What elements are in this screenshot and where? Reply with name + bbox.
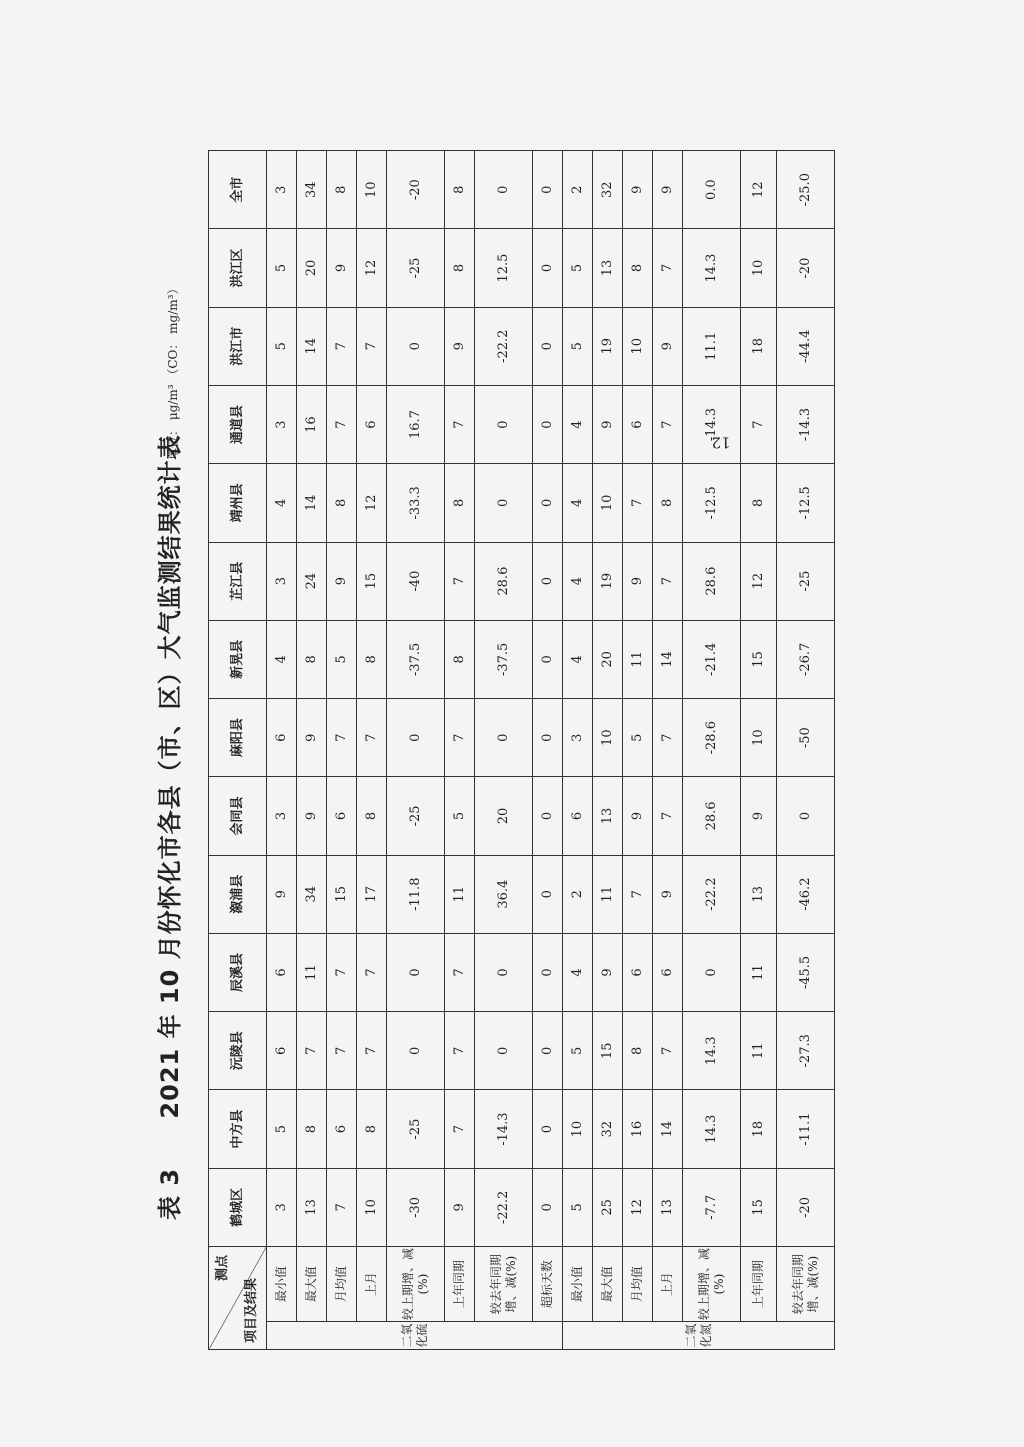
data-cell: 7	[327, 1168, 357, 1246]
data-cell: 10	[593, 464, 623, 542]
data-cell: 12	[623, 1168, 653, 1246]
data-cell: -14.3	[475, 1090, 533, 1168]
group-label: 二氧化氮	[563, 1322, 835, 1350]
data-cell: 5	[445, 777, 475, 855]
data-cell: 6	[563, 777, 593, 855]
data-cell: 12	[357, 464, 387, 542]
data-cell: -14.3	[683, 385, 741, 463]
data-cell: 7	[357, 933, 387, 1011]
data-cell: -25	[387, 777, 445, 855]
data-cell: 7	[623, 464, 653, 542]
data-cell: 5	[267, 1090, 297, 1168]
data-cell: 7	[653, 699, 683, 777]
data-cell: 0	[533, 229, 563, 307]
data-cell: 5	[563, 229, 593, 307]
data-cell: 10	[357, 151, 387, 229]
data-cell: -12.5	[777, 464, 835, 542]
data-cell: 0	[533, 385, 563, 463]
table-row	[475, 151, 533, 1350]
data-cell: 3	[563, 699, 593, 777]
data-cell: 14	[297, 464, 327, 542]
row-label: 最大值	[297, 1247, 327, 1322]
table-row	[533, 151, 563, 1350]
data-cell: 5	[623, 699, 653, 777]
row-label: 上年同期	[741, 1247, 777, 1322]
data-cell: 10	[593, 699, 623, 777]
data-cell: 7	[445, 1090, 475, 1168]
table-row	[741, 151, 777, 1350]
data-cell: 0	[533, 1168, 563, 1246]
column-header: 通道县	[209, 385, 267, 463]
data-cell: 12.5	[475, 229, 533, 307]
data-cell: 9	[653, 307, 683, 385]
data-cell: 8	[357, 620, 387, 698]
data-cell: -37.5	[387, 620, 445, 698]
column-header: 全市	[209, 151, 267, 229]
data-cell: 15	[593, 1012, 623, 1090]
column-header: 洪江市	[209, 307, 267, 385]
data-cell: 0	[475, 464, 533, 542]
table-row	[777, 151, 835, 1350]
data-cell: 9	[653, 151, 683, 229]
data-cell: 13	[741, 855, 777, 933]
data-cell: 16.7	[387, 385, 445, 463]
data-cell: 8	[741, 464, 777, 542]
data-cell: 9	[741, 777, 777, 855]
data-cell: 9	[593, 385, 623, 463]
data-cell: 8	[297, 1090, 327, 1168]
data-cell: 0	[387, 699, 445, 777]
data-cell: 4	[563, 464, 593, 542]
data-cell: 20	[593, 620, 623, 698]
data-cell: 9	[445, 307, 475, 385]
data-cell: 9	[327, 229, 357, 307]
data-cell: 20	[297, 229, 327, 307]
data-cell: 32	[593, 1090, 623, 1168]
data-cell: 7	[327, 307, 357, 385]
data-cell: -27.3	[777, 1012, 835, 1090]
data-cell: 36.4	[475, 855, 533, 933]
data-cell: 0	[475, 1012, 533, 1090]
data-cell: 0	[533, 933, 563, 1011]
table-row	[387, 151, 445, 1350]
data-cell: 16	[623, 1090, 653, 1168]
data-cell: -40	[387, 542, 445, 620]
data-cell: 14.3	[683, 1090, 741, 1168]
data-cell: 4	[563, 933, 593, 1011]
data-cell: -44.4	[777, 307, 835, 385]
data-cell: 34	[297, 855, 327, 933]
data-cell: -21.4	[683, 620, 741, 698]
data-cell: 13	[653, 1168, 683, 1246]
table-row	[297, 151, 327, 1350]
data-cell: 11	[741, 1012, 777, 1090]
row-label: 上月	[357, 1247, 387, 1322]
column-header: 溆浦县	[209, 855, 267, 933]
data-cell: 12	[741, 151, 777, 229]
column-header: 鹤城区	[209, 1168, 267, 1246]
data-cell: 3	[267, 151, 297, 229]
data-cell: 10	[623, 307, 653, 385]
data-cell: 7	[445, 542, 475, 620]
data-cell: 0	[475, 699, 533, 777]
data-cell: 4	[267, 464, 297, 542]
column-header: 中方县	[209, 1090, 267, 1168]
data-cell: 6	[267, 699, 297, 777]
data-cell: 8	[653, 464, 683, 542]
data-cell: 7	[327, 933, 357, 1011]
data-cell: 14	[653, 620, 683, 698]
data-cell: 7	[357, 699, 387, 777]
data-cell: 9	[267, 855, 297, 933]
data-cell: 4	[267, 620, 297, 698]
data-cell: 6	[267, 1012, 297, 1090]
data-cell: 8	[445, 620, 475, 698]
data-cell: -22.2	[475, 1168, 533, 1246]
data-cell: 7	[327, 1012, 357, 1090]
data-cell: 0	[533, 1012, 563, 1090]
column-header: 靖州县	[209, 464, 267, 542]
row-label: 上年同期	[445, 1247, 475, 1322]
data-cell: 9	[623, 151, 653, 229]
data-cell: 7	[623, 855, 653, 933]
data-cell: 6	[623, 933, 653, 1011]
data-cell: 28.6	[683, 777, 741, 855]
row-label: 较上期增、减(%)	[683, 1247, 741, 1322]
data-cell: 13	[593, 229, 623, 307]
data-cell: -45.5	[777, 933, 835, 1011]
data-cell: 5	[327, 620, 357, 698]
data-cell: 19	[593, 307, 623, 385]
table-row	[563, 151, 593, 1350]
data-cell: 8	[445, 229, 475, 307]
data-cell: 16	[297, 385, 327, 463]
data-cell: 4	[563, 385, 593, 463]
data-cell: 10	[741, 699, 777, 777]
column-header: 麻阳县	[209, 699, 267, 777]
data-cell: 3	[267, 385, 297, 463]
data-cell: -25.0	[777, 151, 835, 229]
data-cell: 0	[387, 307, 445, 385]
data-cell: 0	[533, 699, 563, 777]
data-cell: 14	[297, 307, 327, 385]
row-label: 最小值	[563, 1247, 593, 1322]
data-cell: -25	[387, 1090, 445, 1168]
data-cell: 20	[475, 777, 533, 855]
data-cell: 8	[445, 151, 475, 229]
table-row	[445, 151, 475, 1350]
data-cell: -14.3	[777, 385, 835, 463]
data-cell: 0	[475, 933, 533, 1011]
table-row	[623, 151, 653, 1350]
data-cell: -28.6	[683, 699, 741, 777]
data-cell: 11.1	[683, 307, 741, 385]
statistics-table	[208, 150, 835, 1350]
data-cell: 0	[387, 1012, 445, 1090]
row-label: 较上期增、减(%)	[387, 1247, 445, 1322]
data-cell: -11.8	[387, 855, 445, 933]
column-header: 会同县	[209, 777, 267, 855]
data-cell: 11	[623, 620, 653, 698]
data-cell: 0.0	[683, 151, 741, 229]
data-cell: 8	[357, 1090, 387, 1168]
data-cell: 7	[327, 385, 357, 463]
title-prefix: 表 3	[156, 1167, 184, 1220]
data-cell: 0	[475, 151, 533, 229]
data-cell: 0	[683, 933, 741, 1011]
data-cell: -50	[777, 699, 835, 777]
data-cell: 7	[357, 1012, 387, 1090]
table-row	[357, 151, 387, 1350]
data-cell: 18	[741, 307, 777, 385]
data-cell: 0	[533, 620, 563, 698]
data-cell: 10	[741, 229, 777, 307]
column-header: 芷江县	[209, 542, 267, 620]
data-cell: 6	[357, 385, 387, 463]
row-label: 最小值	[267, 1247, 297, 1322]
group-label: 二氧化硫	[267, 1322, 563, 1350]
rotated-page	[0, 150, 1024, 1350]
data-cell: 9	[593, 933, 623, 1011]
data-cell: 15	[357, 542, 387, 620]
data-cell: 4	[563, 620, 593, 698]
data-cell: 8	[623, 229, 653, 307]
data-cell: 9	[297, 777, 327, 855]
row-label: 较去年同期增、减(%)	[777, 1247, 835, 1322]
data-cell: -37.5	[475, 620, 533, 698]
column-header: 沅陵县	[209, 1012, 267, 1090]
data-cell: 0	[533, 464, 563, 542]
data-cell: -22.2	[683, 855, 741, 933]
data-cell: 8	[297, 620, 327, 698]
data-cell: 6	[267, 933, 297, 1011]
data-cell: 6	[327, 1090, 357, 1168]
data-cell: 0	[533, 307, 563, 385]
data-cell: 7	[653, 777, 683, 855]
data-cell: 5	[267, 229, 297, 307]
data-cell: 15	[741, 620, 777, 698]
data-cell: 9	[297, 699, 327, 777]
unit-note: 单位： μg/m³ （CO： mg/m³）	[166, 282, 180, 460]
data-cell: 17	[357, 855, 387, 933]
data-cell: 18	[741, 1090, 777, 1168]
data-cell: 10	[357, 1168, 387, 1246]
data-cell: 11	[297, 933, 327, 1011]
data-cell: 7	[653, 1012, 683, 1090]
data-cell: 6	[653, 933, 683, 1011]
data-cell: 6	[327, 777, 357, 855]
data-cell: 0	[533, 542, 563, 620]
data-cell: 8	[623, 1012, 653, 1090]
data-cell: -22.2	[475, 307, 533, 385]
data-cell: 0	[387, 933, 445, 1011]
data-cell: 5	[563, 307, 593, 385]
data-cell: 11	[445, 855, 475, 933]
data-cell: 14	[653, 1090, 683, 1168]
data-cell: -25	[387, 229, 445, 307]
data-cell: 3	[267, 1168, 297, 1246]
data-cell: -20	[777, 1168, 835, 1246]
data-cell: 8	[327, 151, 357, 229]
data-cell: 9	[653, 855, 683, 933]
data-cell: -25	[777, 542, 835, 620]
data-cell: 6	[623, 385, 653, 463]
data-cell: 24	[297, 542, 327, 620]
data-cell: 0	[533, 855, 563, 933]
data-cell: 9	[445, 1168, 475, 1246]
corner-top-label: 测点	[215, 1255, 230, 1282]
column-header: 新晃县	[209, 620, 267, 698]
data-cell: 34	[297, 151, 327, 229]
page-number: 12	[711, 433, 731, 452]
data-cell: 19	[593, 542, 623, 620]
data-cell: -11.1	[777, 1090, 835, 1168]
data-cell: 7	[445, 385, 475, 463]
data-cell: -46.2	[777, 855, 835, 933]
data-cell: 5	[267, 307, 297, 385]
row-label: 月均值	[623, 1247, 653, 1322]
data-cell: 11	[741, 933, 777, 1011]
data-cell: 0	[533, 777, 563, 855]
data-cell: 7	[445, 933, 475, 1011]
data-cell: 4	[563, 542, 593, 620]
data-cell: -26.7	[777, 620, 835, 698]
table-row	[653, 151, 683, 1350]
data-cell: 15	[741, 1168, 777, 1246]
data-cell: 2	[563, 855, 593, 933]
data-cell: 13	[593, 777, 623, 855]
row-label: 月均值	[327, 1247, 357, 1322]
data-cell: 0	[533, 151, 563, 229]
data-cell: 12	[741, 542, 777, 620]
data-cell: -20	[777, 229, 835, 307]
data-cell: 5	[563, 1012, 593, 1090]
data-cell: 14.3	[683, 229, 741, 307]
data-cell: 14.3	[683, 1012, 741, 1090]
data-cell: 28.6	[475, 542, 533, 620]
corner-bottom-label: 项目及结果	[244, 1277, 260, 1343]
data-cell: -12.5	[683, 464, 741, 542]
data-cell: 8	[357, 777, 387, 855]
table-row	[593, 151, 623, 1350]
data-cell: 9	[623, 542, 653, 620]
data-cell: 7	[357, 307, 387, 385]
data-cell: 10	[563, 1090, 593, 1168]
data-cell: 32	[593, 151, 623, 229]
data-cell: 7	[741, 385, 777, 463]
table-row	[267, 151, 297, 1350]
data-cell: 28.6	[683, 542, 741, 620]
data-cell: 7	[297, 1012, 327, 1090]
data-cell: -20	[387, 151, 445, 229]
row-label: 较去年同期增、减(%)	[475, 1247, 533, 1322]
row-label: 超标天数	[533, 1247, 563, 1322]
data-cell: 8	[327, 464, 357, 542]
title-text: 2021 年 10 月份怀化市各县（市、区）大气监测结果统计表	[156, 434, 184, 1119]
data-cell: -33.3	[387, 464, 445, 542]
row-label: 上月	[653, 1247, 683, 1322]
data-cell: 7	[327, 699, 357, 777]
column-header: 辰溪县	[209, 933, 267, 1011]
data-cell: 8	[445, 464, 475, 542]
data-cell: 7	[653, 385, 683, 463]
data-cell: -30	[387, 1168, 445, 1246]
table-header-row	[209, 151, 267, 1350]
data-cell: 7	[653, 542, 683, 620]
data-cell: 0	[475, 385, 533, 463]
table-row	[327, 151, 357, 1350]
data-cell: 3	[267, 542, 297, 620]
data-cell: 0	[533, 1090, 563, 1168]
data-cell: -7.7	[683, 1168, 741, 1246]
data-cell: 0	[777, 777, 835, 855]
corner-header	[209, 1247, 267, 1350]
data-cell: 11	[593, 855, 623, 933]
data-cell: 7	[445, 699, 475, 777]
data-cell: 7	[653, 229, 683, 307]
row-label: 最大值	[593, 1247, 623, 1322]
data-cell: 25	[593, 1168, 623, 1246]
data-cell: 12	[357, 229, 387, 307]
data-cell: 15	[327, 855, 357, 933]
data-cell: 9	[623, 777, 653, 855]
column-header: 洪江区	[209, 229, 267, 307]
data-cell: 5	[563, 1168, 593, 1246]
data-cell: 13	[297, 1168, 327, 1246]
table-row	[683, 151, 741, 1350]
data-cell: 9	[327, 542, 357, 620]
data-cell: 3	[267, 777, 297, 855]
data-cell: 2	[563, 151, 593, 229]
data-cell: 7	[445, 1012, 475, 1090]
